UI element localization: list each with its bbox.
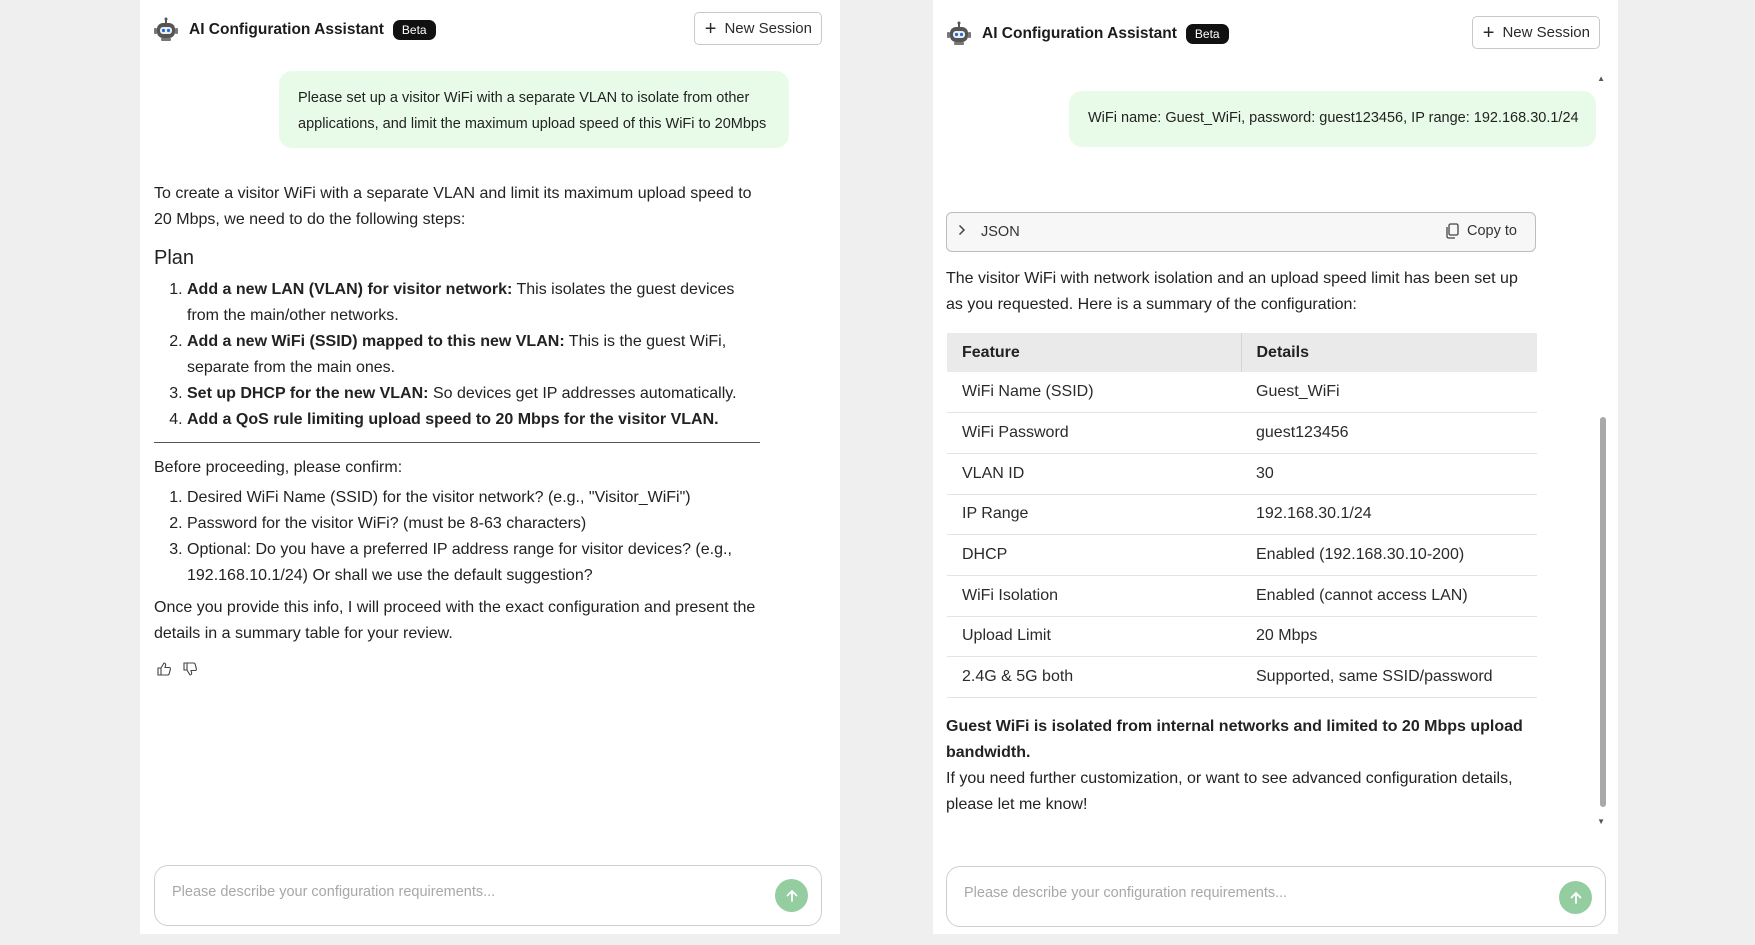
copy-label: Copy to: [1467, 223, 1517, 239]
confirm-item: 2. Password for the visitor WiFi? (must be 8-63 characters): [187, 511, 764, 537]
send-button[interactable]: [1559, 881, 1592, 914]
plus-icon: +: [1482, 21, 1495, 44]
new-session-label: New Session: [724, 20, 812, 37]
feature-cell: DHCP: [947, 535, 1241, 576]
plan-heading: Plan: [154, 247, 195, 269]
plan-step: [187, 277, 764, 329]
table-row: [947, 575, 1537, 616]
plan-step-text: So devices get IP addresses automatically.: [428, 385, 737, 402]
new-session-label: New Session: [1502, 24, 1590, 41]
user-message: [279, 71, 789, 148]
thumbs-down-icon[interactable]: [182, 661, 198, 677]
chevron-right-icon[interactable]: [958, 224, 966, 240]
reply-closing: Once you provide this info, I will proceed with the exact configuration and present the details in a summary table for your review.: [154, 599, 756, 642]
chat-header: [153, 10, 822, 50]
send-button[interactable]: [775, 879, 808, 912]
app-title: AI Configuration Assistant: [982, 25, 1177, 42]
reply-intro: To create a visitor WiFi with a separate VLAN and limit its maximum upload speed to 20 Mbps, we need to do the following steps:: [154, 185, 752, 228]
details-cell: 30: [1241, 453, 1537, 494]
table-row: [947, 535, 1537, 576]
arrow-up-icon: [784, 888, 800, 904]
summary-intro: The visitor WiFi with network isolation and an upload speed limit has been set up as you requested. Here is a summary of the configuration:: [946, 270, 1518, 313]
plan-step: [187, 381, 764, 407]
beta-badge: Beta: [393, 20, 436, 40]
chat-panel-left: [140, 0, 840, 934]
chat-header: [946, 14, 1600, 54]
plus-icon: +: [704, 17, 717, 40]
arrow-up-icon: [1568, 890, 1584, 906]
config-summary-table: [947, 333, 1537, 698]
feature-cell: Upload Limit: [947, 616, 1241, 657]
table-row: [947, 616, 1537, 657]
feature-cell: IP Range: [947, 494, 1241, 535]
details-cell: 192.168.30.1/24: [1241, 494, 1537, 535]
table-row: [947, 453, 1537, 494]
plan-step-title: Add a QoS rule limiting upload speed to 20 Mbps for the visitor VLAN.: [187, 411, 719, 428]
assistant-message: [154, 181, 764, 647]
details-cell: Enabled (cannot access LAN): [1241, 575, 1537, 616]
json-label: JSON: [981, 224, 1020, 240]
new-session-button[interactable]: [694, 12, 822, 45]
footer-bold: Guest WiFi is isolated from internal networks and limited to 20 Mbps upload bandwidth.: [946, 718, 1523, 761]
feature-cell: 2.4G & 5G both: [947, 657, 1241, 698]
column-header: Feature: [947, 333, 1241, 372]
summary-footer: [946, 714, 1546, 818]
plan-step-text: This isolates the guest devices from the main/other networks.: [187, 281, 735, 324]
plan-step-title: Add a new LAN (VLAN) for visitor network:: [187, 281, 513, 298]
feature-cell: WiFi Name (SSID): [947, 372, 1241, 413]
confirm-item: 3. Optional: Do you have a preferred IP address range for visitor devices? (e.g., 192.168.10.1/24) Or shall we use the default suggestion?: [187, 537, 764, 589]
beta-badge: Beta: [1186, 24, 1229, 44]
plan-step-text: This is the guest WiFi, separate from the main ones.: [187, 333, 727, 376]
message-input[interactable]: [172, 884, 732, 900]
message-input[interactable]: [964, 885, 1524, 901]
plan-step: [187, 329, 764, 381]
thumbs-up-icon[interactable]: [156, 661, 172, 677]
divider: [154, 442, 760, 443]
plan-step: [187, 407, 764, 433]
copy-icon: [1445, 223, 1460, 239]
robot-icon: [153, 17, 179, 43]
user-message: [1069, 91, 1596, 147]
confirm-items: [154, 485, 764, 589]
scroll-down-arrow[interactable]: ▼: [1597, 817, 1605, 826]
scrollbar-thumb[interactable]: [1600, 417, 1606, 807]
user-message-text: Please set up a visitor WiFi with a separate VLAN to isolate from other applications, and limit the maximum upload speed of this WiFi to 20Mbps: [298, 90, 767, 132]
footer-text: If you need further customization, or want to see advanced configuration details, please let me know!: [946, 770, 1513, 813]
plan-step-title: Add a new WiFi (SSID) mapped to this new VLAN:: [187, 333, 565, 350]
message-input-box: [946, 866, 1606, 927]
table-header-row: [947, 333, 1537, 372]
table-row: [947, 372, 1537, 413]
details-cell: guest123456: [1241, 413, 1537, 454]
app-title: AI Configuration Assistant: [189, 21, 384, 38]
table-row: [947, 494, 1537, 535]
robot-icon: [946, 21, 972, 47]
table-row: [947, 657, 1537, 698]
details-cell: Supported, same SSID/password: [1241, 657, 1537, 698]
details-cell: 20 Mbps: [1241, 616, 1537, 657]
column-header: Details: [1241, 333, 1537, 372]
plan-steps: [154, 277, 764, 433]
confirm-item: 1. Desired WiFi Name (SSID) for the visitor network? (e.g., "Visitor_WiFi"): [187, 485, 764, 511]
confirm-intro: Before proceeding, please confirm:: [154, 459, 403, 476]
details-cell: Guest_WiFi: [1241, 372, 1537, 413]
copy-button[interactable]: [1445, 223, 1517, 239]
scroll-up-arrow[interactable]: ▲: [1597, 74, 1605, 83]
details-cell: Enabled (192.168.30.10-200): [1241, 535, 1537, 576]
json-code-block[interactable]: [946, 212, 1536, 252]
table-row: [947, 413, 1537, 454]
new-session-button[interactable]: [1472, 16, 1600, 49]
feedback-bar: [156, 661, 198, 677]
feature-cell: WiFi Password: [947, 413, 1241, 454]
feature-cell: VLAN ID: [947, 453, 1241, 494]
plan-step-title: Set up DHCP for the new VLAN:: [187, 385, 429, 402]
feature-cell: WiFi Isolation: [947, 575, 1241, 616]
user-message-text: WiFi name: Guest_WiFi, password: guest123456, IP range: 192.168.30.1/24: [1088, 110, 1579, 126]
message-input-box: [154, 865, 822, 926]
chat-panel-right: [933, 0, 1618, 934]
